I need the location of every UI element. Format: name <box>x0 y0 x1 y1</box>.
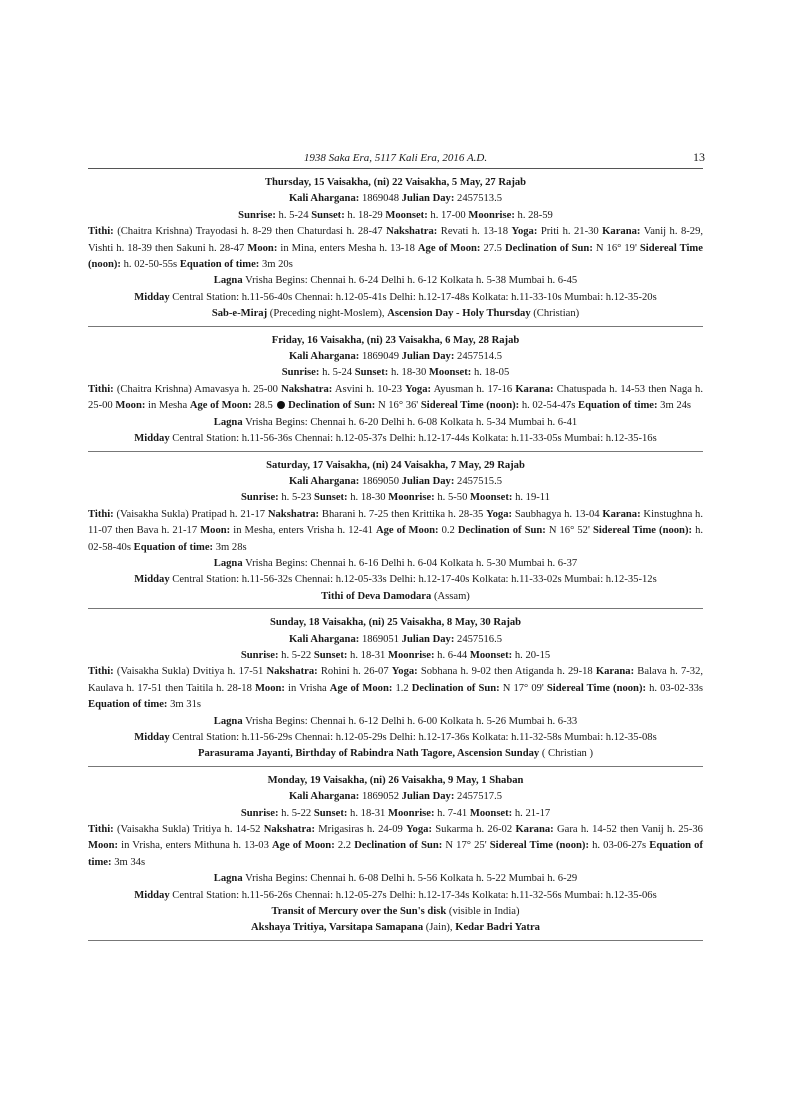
sun-moon-label: Sunrise: <box>240 649 279 661</box>
lagna-value: Vrisha Begins: Chennai h. 6-24 Delhi h. 6-12 Kolkata h. 5-38 Mumbai h. 6-45 <box>245 275 578 287</box>
midday-value: Central Station: h.11-56-29s Chennai: h.12-05-29s Delhi: h.12-17-36s Kolkata: h.11-32-58s Mumbai: h.12-35-08s <box>172 732 657 743</box>
midday-value: Central Station: h.11-56-36s Chennai: h.12-05-37s Delhi: h.12-17-44s Kolkata: h.11-33-05s Mumbai: h.12-35-16s <box>172 433 657 445</box>
tithi-label: Sidereal Time (noon): <box>546 682 647 694</box>
festival-line <box>88 920 703 936</box>
lagna-label: Lagna <box>213 873 243 885</box>
sun-moon-label: Sunset: <box>313 807 348 819</box>
tithi-label: Age of Moon: <box>189 400 252 412</box>
festival-text: (Preceding night-Moslem), <box>267 308 388 320</box>
tithi-label: Age of Moon: <box>329 682 393 694</box>
festival-text: Ascension Day - Holy Thursday <box>387 308 531 320</box>
tithi-value: (Chaitra Krishna) Trayodasi h. 8-29 then Chaturdasi h. 28-47 <box>117 226 383 238</box>
sun-moon-value: h. 19-11 <box>515 492 550 504</box>
tithi-value: Bharani h. 7-25 then Krittika h. 28-35 <box>321 508 484 520</box>
tithi-value: Balava h. 7-32, Kaulava h. 17-51 then Taitila h. 28-18 <box>88 666 704 694</box>
festival-line <box>88 746 703 762</box>
tithi-label: Yoga: <box>486 508 513 520</box>
ahargana-value: 1869050 <box>361 475 400 487</box>
tithi-value: Ayusman h. 17-16 <box>433 383 513 395</box>
tithi-label: Moon: <box>115 400 146 412</box>
tithi-value: 27.5 <box>483 242 502 254</box>
midday-label: Midday <box>134 433 170 445</box>
sun-moon-value: h. 5-23 <box>281 492 312 504</box>
tithi-label: Sidereal Time (noon): <box>592 525 693 537</box>
festival-text: Akshaya Tritiya, Varsitapa Samapana <box>251 922 424 934</box>
tithi-value: h. 02-58-40s <box>88 525 704 553</box>
tithi-value: Asvini h. 10-23 <box>334 383 403 395</box>
day-entry <box>88 767 703 941</box>
tithi-label: Tithi: <box>88 226 114 238</box>
day-entry <box>88 169 703 327</box>
tithi-value: h. 03-02-33s <box>649 682 704 694</box>
sun-moon-label: Moonset: <box>428 367 472 379</box>
sun-moon-value: h. 18-29 <box>347 209 383 221</box>
lagna-label: Lagna <box>213 275 243 287</box>
festival-text: (Christian) <box>530 308 580 320</box>
festival-text: Kedar Badri Yatra <box>455 922 540 934</box>
julian-value: 2457517.5 <box>457 791 503 803</box>
tithi-value: N 16° 52' <box>548 525 590 537</box>
tithi-value: h. 02-50-55s <box>123 259 178 271</box>
tithi-label: Equation of time: <box>133 541 214 553</box>
sun-moon-value: h. 18-30 <box>390 367 427 379</box>
ahargana-line <box>88 632 703 648</box>
sun-moon-label: Moonset: <box>385 209 428 221</box>
tithi-value: Rohini h. 26-07 <box>320 666 389 678</box>
tithi-label: Age of Moon: <box>272 840 335 852</box>
day-heading: Sunday, 18 Vaisakha, (ni) 25 Vaisakha, 8 May, 30 Rajab <box>269 617 522 629</box>
lagna-label: Lagna <box>213 416 243 428</box>
ahargana-line <box>88 349 703 365</box>
lagna-value: Vrisha Begins: Chennai h. 6-12 Delhi h. 6-00 Kolkata h. 5-26 Mumbai h. 6-33 <box>245 715 578 727</box>
tithi-value: N 17° 25' <box>445 840 487 852</box>
lagna-label: Lagna <box>213 715 243 727</box>
tithi-label: Tithi: <box>88 508 114 520</box>
sun-moon-label: Sunrise: <box>241 492 279 504</box>
tithi-value: 0.2 <box>441 525 455 537</box>
ahargana-value: 1869052 <box>361 791 400 803</box>
ahargana-value: 1869048 <box>361 193 400 205</box>
tithi-value: Mrigasiras h. 24-09 <box>318 824 403 836</box>
ahargana-value: 1869049 <box>361 351 400 363</box>
tithi-value: h. 02-54-47s <box>521 400 576 412</box>
day-heading: Monday, 19 Vaisakha, (ni) 26 Vaisakha, 9 May, 1 Shaban <box>267 774 524 786</box>
sun-moon-label: Moonset: <box>470 492 513 504</box>
sun-moon-line <box>88 490 703 506</box>
tithi-value: Kinstughna h. 11-07 then Bava h. 21-17 <box>88 508 703 537</box>
ahargana-label: Kali Ahargana: <box>288 791 360 803</box>
midday-label: Midday <box>134 574 170 586</box>
tithi-label: Karana: <box>602 508 641 520</box>
day-heading: Thursday, 15 Vaisakha, (ni) 22 Vaisakha, 5 May, 27 Rajab <box>264 177 527 188</box>
tithi-value: Sukarma h. 26-02 <box>435 824 513 836</box>
tithi-label: Declination of Sun: <box>411 682 500 694</box>
sun-moon-label: Moonset: <box>469 649 513 661</box>
julian-value: 2457515.5 <box>457 475 503 487</box>
festival-text: Parasurama Jayanti, Birthday of Rabindra Nath Tagore, Ascension Sunday <box>197 748 540 760</box>
lagna-line <box>88 415 703 431</box>
tithi-label: Sidereal Time (noon): <box>489 840 589 852</box>
festival-text: Tithi of Deva Damodara <box>321 590 432 602</box>
running-head-title: 1938 Saka Era, 5117 Kali Era, 2016 A.D. <box>303 152 488 164</box>
sun-moon-label: Sunset: <box>311 209 345 221</box>
tithi-value: 3m 31s <box>170 699 202 711</box>
julian-label: Julian Day: <box>401 475 455 487</box>
julian-label: Julian Day: <box>401 791 455 803</box>
festival-line <box>88 589 703 605</box>
tithi-value: Chatuspada h. 14-53 then Naga h. 25-00 <box>88 383 703 412</box>
tithi-value: (Vaisakha Sukla) Dvitiya h. 17-51 <box>116 666 264 678</box>
tithi-value: 2.2 <box>337 840 352 852</box>
tithi-paragraph <box>88 507 703 556</box>
tithi-value: in Mina, enters Mesha h. 13-18 <box>280 242 415 254</box>
day-entry <box>88 327 703 452</box>
day-heading: Saturday, 17 Vaisakha, (ni) 24 Vaisakha, 7 May, 29 Rajab <box>266 459 525 471</box>
ahargana-label: Kali Ahargana: <box>288 193 360 205</box>
festival-text: Sab-e-Miraj <box>211 308 268 320</box>
tithi-value: 28.5 <box>254 400 273 412</box>
sun-moon-value: h. 5-24 <box>278 209 309 221</box>
tithi-label: Moon: <box>200 525 231 537</box>
day-heading: Friday, 16 Vaisakha, (ni) 23 Vaisakha, 6 May, 28 Rajab <box>271 334 520 346</box>
lagna-line <box>88 871 703 887</box>
tithi-label: Yoga: <box>511 226 538 238</box>
tithi-label: Declination of Sun: <box>354 840 443 852</box>
tithi-value: 3m 20s <box>261 259 293 271</box>
sun-moon-label: Sunset: <box>354 367 389 379</box>
sun-moon-label: Sunrise: <box>240 807 279 819</box>
tithi-label: Moon: <box>88 840 119 852</box>
ahargana-value: 1869051 <box>361 633 400 645</box>
tithi-label: Nakshatra: <box>267 508 320 520</box>
ahargana-label: Kali Ahargana: <box>288 633 360 645</box>
sun-moon-label: Sunset: <box>313 649 348 661</box>
tithi-label: Nakshatra: <box>266 666 318 678</box>
ahargana-label: Kali Ahargana: <box>288 351 360 363</box>
midday-value: Central Station: h.11-56-26s Chennai: h.12-05-27s Delhi: h.12-17-34s Kolkata: h.11-32-56s Mumbai: h.12-35-06s <box>172 889 657 901</box>
tithi-value: Sobhana h. 9-02 then Atiganda h. 29-18 <box>420 666 593 678</box>
sun-moon-line <box>88 208 703 224</box>
tithi-label: Tithi: <box>88 824 114 836</box>
julian-value: 2457514.5 <box>457 351 503 363</box>
lagna-value: Vrisha Begins: Chennai h. 6-20 Delhi h. 6-08 Kolkata h. 5-34 Mumbai h. 6-41 <box>245 416 578 428</box>
tithi-value: 3m 34s <box>114 856 146 868</box>
tithi-label: Yoga: <box>391 666 418 678</box>
ahargana-line <box>88 474 703 490</box>
tithi-label: Declination of Sun: <box>505 242 593 254</box>
midday-label: Midday <box>134 291 170 303</box>
sun-moon-label: Sunset: <box>314 492 348 504</box>
page-number: 13 <box>693 150 705 164</box>
sun-moon-label: Moonrise: <box>468 209 515 221</box>
midday-line <box>88 290 703 306</box>
tithi-value: Revati h. 13-18 <box>440 226 509 238</box>
festival-line <box>88 306 703 322</box>
tithi-label: Sidereal Time (noon): <box>420 400 520 412</box>
tithi-label: Declination of Sun: <box>457 525 546 537</box>
running-head <box>88 150 703 169</box>
festival-text: (Assam) <box>431 590 470 602</box>
tithi-label: Equation of time: <box>88 699 168 711</box>
julian-value: 2457513.5 <box>457 193 503 205</box>
midday-value: Central Station: h.11-56-32s Chennai: h.12-05-33s Delhi: h.12-17-40s Kolkata: h.11-33-02s Mumbai: h.12-35-12s <box>172 574 657 586</box>
tithi-label: Declination of Sun: <box>288 400 376 412</box>
sun-moon-line <box>88 648 703 664</box>
day-entries <box>88 169 703 941</box>
tithi-value: h. 03-06-27s <box>592 840 647 852</box>
tithi-label: Moon: <box>247 242 278 254</box>
tithi-value: 3m 28s <box>215 541 247 553</box>
tithi-label: Yoga: <box>406 824 432 836</box>
ahargana-line <box>88 191 703 207</box>
page <box>88 150 703 941</box>
tithi-label: Karana: <box>515 383 554 395</box>
festival-text: (Jain), <box>423 922 456 934</box>
tithi-value: in Mesha, enters Vrisha h. 12-41 <box>233 525 373 537</box>
sun-moon-value: h. 5-22 <box>281 807 312 819</box>
midday-line <box>88 431 703 447</box>
day-entry <box>88 452 703 610</box>
tithi-label: Karana: <box>602 226 641 238</box>
midday-label: Midday <box>134 889 170 901</box>
sun-moon-line <box>88 365 703 381</box>
lagna-line <box>88 556 703 572</box>
sun-moon-label: Moonrise: <box>388 807 435 819</box>
ahargana-line <box>88 789 703 805</box>
sun-moon-value: h. 20-15 <box>514 649 551 661</box>
tithi-value: in Vrisha <box>288 682 327 694</box>
tithi-value: (Vaisakha Sukla) Pratipad h. 21-17 <box>116 508 266 520</box>
tithi-label: Yoga: <box>405 383 432 395</box>
midday-line <box>88 572 703 588</box>
julian-label: Julian Day: <box>401 351 455 363</box>
lagna-line <box>88 714 703 730</box>
sun-moon-value: h. 18-30 <box>350 492 386 504</box>
tithi-label: Karana: <box>595 666 635 678</box>
julian-label: Julian Day: <box>401 193 455 205</box>
tithi-value: Saubhagya h. 13-04 <box>514 508 600 520</box>
sun-moon-label: Sunrise: <box>238 209 276 221</box>
festival-text: Transit of Mercury over the Sun's disk <box>271 906 447 918</box>
new-moon-icon <box>277 401 285 409</box>
tithi-value: (Vaisakha Sukla) Tritiya h. 14-52 <box>117 824 261 836</box>
julian-value: 2457516.5 <box>457 633 503 645</box>
sun-moon-value: h. 18-05 <box>473 367 510 379</box>
tithi-label: Equation of time: <box>578 400 658 412</box>
lagna-line <box>88 273 703 289</box>
tithi-label: Tithi: <box>88 666 114 678</box>
sun-moon-value: h. 5-50 <box>437 492 468 504</box>
festival-line <box>88 904 703 920</box>
tithi-label: Moon: <box>254 682 285 694</box>
sun-moon-value: h. 5-22 <box>281 649 312 661</box>
tithi-value: (Chaitra Krishna) Amavasya h. 25-00 <box>116 383 278 395</box>
tithi-paragraph <box>88 822 703 871</box>
tithi-value: N 16° 36' <box>377 400 419 412</box>
tithi-value: Vanij h. 8-29, Vishti h. 18-39 then Sakuni h. 28-47 <box>88 226 704 254</box>
festival-text: (visible in India) <box>446 906 520 918</box>
tithi-label: Tithi: <box>88 383 114 395</box>
tithi-label: Nakshatra: <box>263 824 315 836</box>
midday-line <box>88 888 703 904</box>
sun-moon-value: h. 21-17 <box>514 807 551 819</box>
lagna-label: Lagna <box>213 557 243 569</box>
lagna-value: Vrisha Begins: Chennai h. 6-08 Delhi h. 5-56 Kolkata h. 5-22 Mumbai h. 6-29 <box>245 873 578 885</box>
tithi-value: Priti h. 21-30 <box>540 226 599 238</box>
sun-moon-value: h. 7-41 <box>437 807 468 819</box>
tithi-label: Age of Moon: <box>375 525 439 537</box>
sun-moon-value: h. 5-24 <box>322 367 353 379</box>
day-entry <box>88 609 703 767</box>
julian-label: Julian Day: <box>401 633 455 645</box>
lagna-value: Vrisha Begins: Chennai h. 6-16 Delhi h. 6-04 Kolkata h. 5-30 Mumbai h. 6-37 <box>245 557 578 569</box>
tithi-paragraph <box>88 382 703 415</box>
sun-moon-line <box>88 806 703 822</box>
sun-moon-label: Sunrise: <box>281 367 320 379</box>
tithi-value: N 17° 09' <box>502 682 544 694</box>
sun-moon-value: h. 6-44 <box>437 649 468 661</box>
sun-moon-value: h. 17-00 <box>430 209 466 221</box>
tithi-value: in Mesha <box>148 400 188 412</box>
sun-moon-label: Moonrise: <box>388 649 435 661</box>
tithi-value: 3m 24s <box>660 400 692 412</box>
festival-text: ( Christian ) <box>539 748 594 760</box>
sun-moon-value: h. 18-31 <box>350 649 386 661</box>
tithi-label: Equation of time: <box>179 259 260 271</box>
ahargana-label: Kali Ahargana: <box>288 475 360 487</box>
midday-label: Midday <box>134 732 170 743</box>
midday-value: Central Station: h.11-56-40s Chennai: h.12-05-41s Delhi: h.12-17-48s Kolkata: h.11-33-10s Mumbai: h.12-35-20s <box>172 291 657 303</box>
tithi-label: Nakshatra: <box>386 226 438 238</box>
tithi-value: 1.2 <box>395 682 409 694</box>
sun-moon-label: Moonset: <box>469 807 513 819</box>
tithi-value: Gara h. 14-52 then Vanij h. 25-36 <box>556 824 703 836</box>
tithi-label: Equation of time: <box>88 840 704 868</box>
tithi-paragraph <box>88 224 703 273</box>
midday-line <box>88 730 703 746</box>
tithi-label: Sidereal Time (noon): <box>88 242 703 271</box>
tithi-label: Age of Moon: <box>417 242 481 254</box>
sun-moon-value: h. 28-59 <box>517 209 553 221</box>
tithi-label: Nakshatra: <box>281 383 333 395</box>
tithi-value: N 16° 19' <box>595 242 637 254</box>
tithi-value: in Vrisha, enters Mithuna h. 13-03 <box>121 840 269 852</box>
tithi-paragraph <box>88 664 703 713</box>
sun-moon-label: Moonrise: <box>388 492 435 504</box>
sun-moon-value: h. 18-31 <box>350 807 386 819</box>
tithi-label: Karana: <box>515 824 554 836</box>
